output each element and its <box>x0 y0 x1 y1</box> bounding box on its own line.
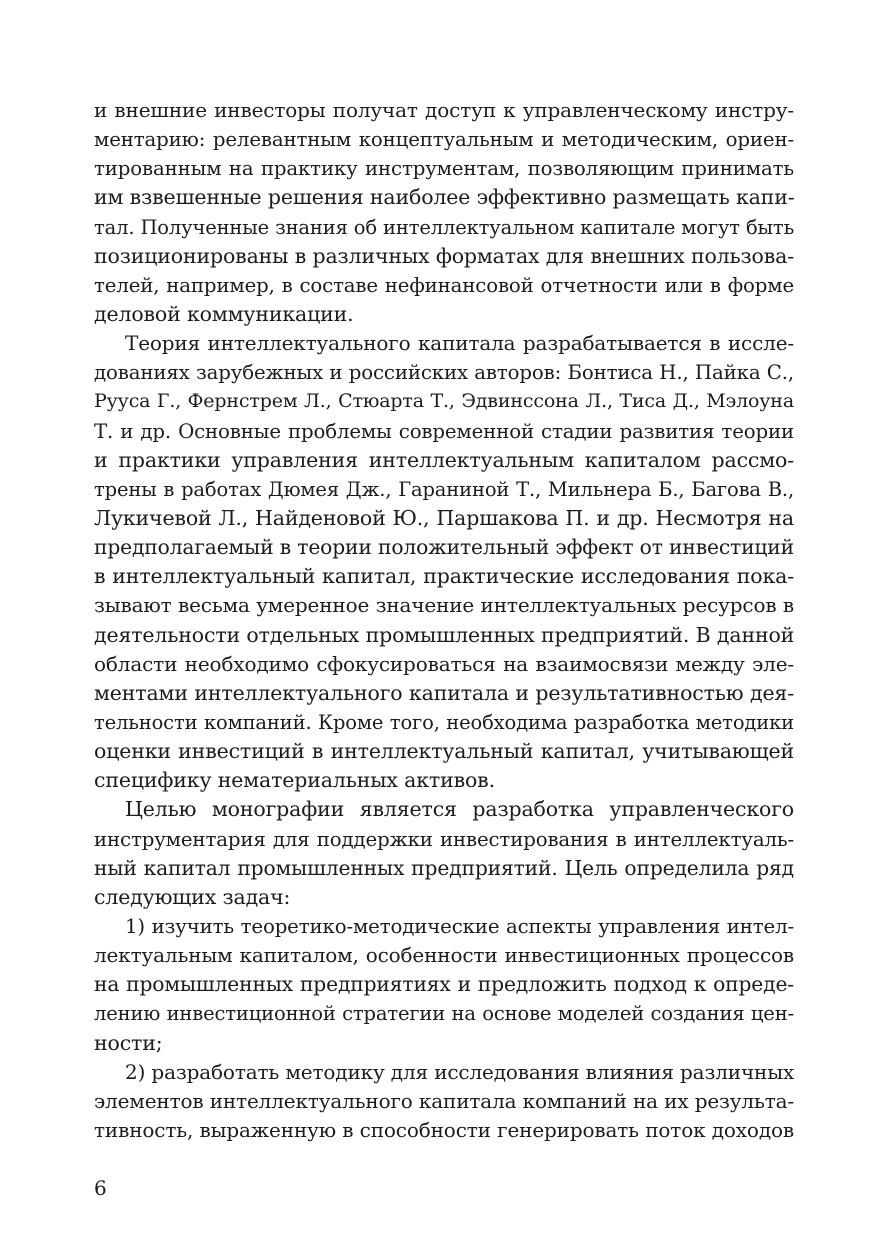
text-line: и практики управления интеллектуальным капиталом рассмо- <box>94 447 794 472</box>
text-line: тивность, выраженную в способности генерировать поток доходов <box>94 1117 794 1142</box>
text-line: ный капитал промышленных предприятий. Цель определила ряд <box>94 855 794 880</box>
text-line: и внешние инвесторы получат доступ к управленческому инстру- <box>94 98 794 122</box>
text-line: на промышленных предприятиях и предложить подход к опреде- <box>94 972 794 997</box>
text-line: лению инвестиционной стратегии на основе моделей создания цен- <box>94 1002 794 1026</box>
text-line: ментарию: релевантным концептуальным и методическим, ориен- <box>94 128 794 152</box>
text-line: Т. и др. Основные проблемы современной стадии развития теории <box>94 419 794 443</box>
text-line: области необходимо сфокусироваться на взаимосвязи между эле- <box>94 651 794 676</box>
text-line: элементов интеллектуального капитала компаний на их результа- <box>94 1088 794 1113</box>
text-line: дованиях зарубежных и российских авторов: Бонтиса Н., Пайка С., <box>94 361 794 385</box>
list-item-first-line: 1) изучить теоретико-методические аспекты управления интел- <box>125 914 794 938</box>
text-line: ментами интеллектуального капитала и результативностью дея- <box>94 680 794 705</box>
text-line: лектуальным капиталом, особенности инвестиционных процессов <box>94 943 794 968</box>
text-line: трены в работах Дюмея Дж., Гараниной Т., Мильнера Б., Багова В., <box>94 477 794 501</box>
paragraph-first-line: Целью монографии является разработка управленческого <box>125 797 794 822</box>
text-line: тированным на практику инструментам, позволяющим принимать <box>94 157 794 181</box>
text-line: позиционированы в различных форматах для внешних пользова- <box>94 243 794 268</box>
text-line: тал. Полученные знания об интеллектуальном капитале могут быть <box>94 215 794 239</box>
paragraph-first-line: Теория интеллектуального капитала разрабатывается в иссле- <box>125 331 794 356</box>
text-line: деловой коммуникации. <box>94 301 354 326</box>
text-line: Рууса Г., Фернстрем Л., Стюарта Т., Эдвинссона Л., Тиса Д., Мэлоуна <box>94 390 794 413</box>
text-line: тельности компаний. Кроме того, необходима разработка методики <box>94 710 794 734</box>
text-line: ности; <box>94 1030 163 1055</box>
text-line: специфику нематериальных активов. <box>94 768 495 793</box>
text-line: инструментария для поддержки инвестирования в интеллектуаль- <box>94 827 794 851</box>
page-number: 6 <box>94 1176 107 1200</box>
text-line: оценки инвестиций в интеллектуальный капитал, учитывающей <box>94 739 794 764</box>
list-item-first-line: 2) разработать методику для исследования влияния различных <box>125 1059 794 1084</box>
body-text <box>94 96 794 1145</box>
text-line: зывают весьма умеренное значение интеллектуальных ресурсов в <box>94 593 794 618</box>
text-line: предполагаемый в теории положительный эффект от инвестиций <box>94 535 794 560</box>
text-line: им взвешенные решения наиболее эффективно размещать капи- <box>94 185 794 210</box>
text-line: Лукичевой Л., Найденовой Ю., Паршакова П. и др. Несмотря на <box>94 505 794 530</box>
text-line: деятельности отдельных промышленных предприятий. В данной <box>94 622 794 647</box>
text-line: в интеллектуальный капитал, практические исследования пока- <box>94 564 794 589</box>
text-line: телей, например, в составе нефинансовой отчетности или в форме <box>94 273 794 297</box>
text-line: следующих задач: <box>94 884 291 909</box>
